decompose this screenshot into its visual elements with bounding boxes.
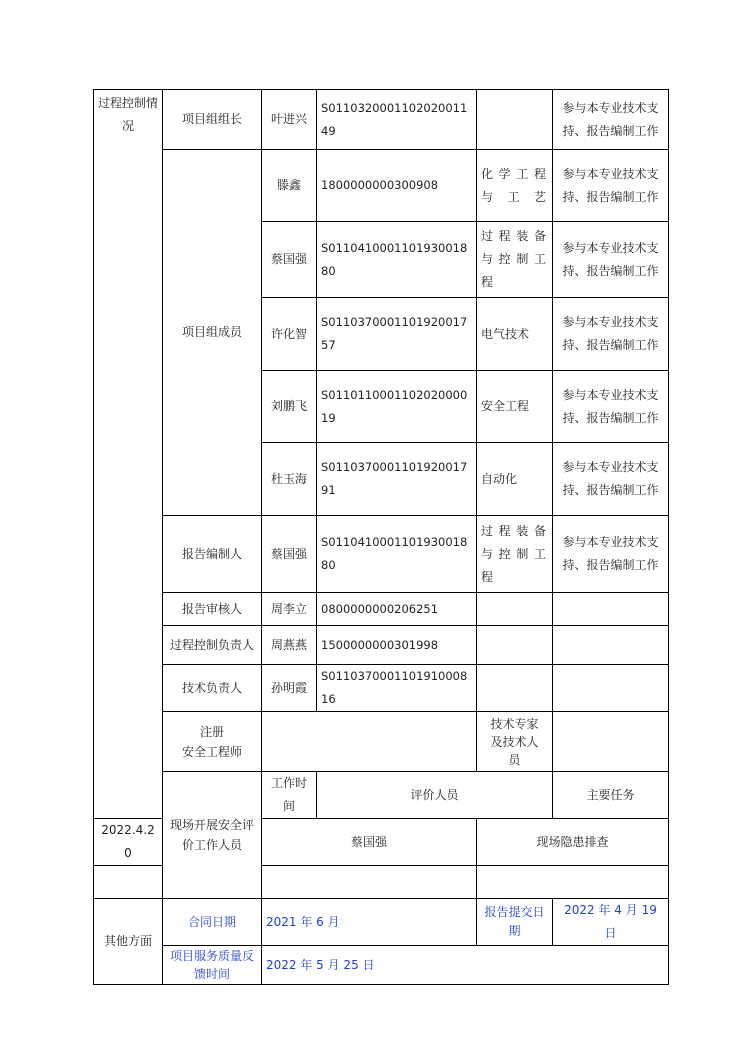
name-cell: 周李立 — [262, 593, 317, 626]
section-label-other: 其他方面 — [94, 899, 163, 985]
feedback-date-value: 2022 年 5 月 25 日 — [262, 946, 669, 985]
cert-cell: S011011000110202000019 — [317, 371, 477, 443]
duty-cell — [553, 626, 669, 665]
major-cell: 电气技术 — [477, 298, 553, 371]
onsite-header-staff: 评价人员 — [317, 772, 553, 819]
contract-date-label: 合同日期 — [163, 899, 262, 946]
table-row — [94, 772, 669, 819]
major-cell: 过程装备与控制工程 — [477, 222, 553, 298]
cert-cell: S011041000110193001880 — [317, 222, 477, 298]
role-cell: 报告审核人 — [163, 593, 262, 626]
duty-cell: 参与本专业技术支持、报告编制工作 — [553, 150, 669, 222]
name-cell: 蔡国强 — [262, 516, 317, 593]
duty-cell: 参与本专业技术支持、报告编制工作 — [553, 371, 669, 443]
submit-date-label: 报告提交日期 — [477, 899, 553, 946]
duty-cell: 参与本专业技术支持、报告编制工作 — [553, 443, 669, 516]
name-cell: 叶进兴 — [262, 90, 317, 150]
onsite-task: 现场隐患排查 — [477, 819, 669, 866]
onsite-time: 2022.4.20 — [94, 819, 163, 866]
major-cell: 自动化 — [477, 443, 553, 516]
cert-cell: S011041000110193001880 — [317, 516, 477, 593]
name-cell: 刘鹏飞 — [262, 371, 317, 443]
table-row — [94, 665, 669, 712]
role-cell: 项目组成员 — [163, 150, 262, 516]
table-row — [94, 516, 669, 593]
major-cell: 过程装备与控制工程 — [477, 516, 553, 593]
reg-engineer-line2: 安全工程师 — [181, 744, 242, 759]
contract-date-value: 2021 年 6 月 — [262, 899, 477, 946]
name-cell: 许化智 — [262, 298, 317, 371]
table-row — [94, 593, 669, 626]
expert-value — [553, 712, 669, 772]
name-cell: 蔡国强 — [262, 222, 317, 298]
section-label-onsite: 现场开展安全评价工作人员 — [163, 772, 262, 899]
role-cell: 项目组组长 — [163, 90, 262, 150]
reg-engineer-line1: 注册 — [199, 724, 224, 739]
cert-cell: 1500000000301998 — [317, 626, 477, 665]
onsite-task-empty — [477, 866, 669, 899]
role-cell — [163, 712, 262, 772]
cert-cell: S011032000110202001149 — [317, 90, 477, 150]
onsite-staff: 蔡国强 — [262, 819, 477, 866]
major-cell — [477, 665, 553, 712]
duty-cell: 参与本专业技术支持、报告编制工作 — [553, 222, 669, 298]
cert-cell: 1800000000300908 — [317, 150, 477, 222]
table-row — [94, 899, 669, 946]
major-cell — [477, 593, 553, 626]
major-cell: 化学工程与工艺 — [477, 150, 553, 222]
project-info-table — [93, 89, 669, 985]
table-row — [94, 150, 669, 222]
feedback-date-label: 项目服务质量反馈时间 — [163, 946, 262, 985]
role-cell: 过程控制负责人 — [163, 626, 262, 665]
onsite-header-time: 工作时间 — [262, 772, 317, 819]
duty-cell: 参与本专业技术支持、报告编制工作 — [553, 298, 669, 371]
onsite-time-empty — [94, 866, 163, 899]
name-cell: 孙明霞 — [262, 665, 317, 712]
table-row — [94, 712, 669, 772]
onsite-staff-empty — [262, 866, 477, 899]
duty-cell — [553, 593, 669, 626]
cert-cell: S011037000110191000816 — [317, 665, 477, 712]
submit-date-value: 2022 年 4 月 19 日 — [553, 899, 669, 946]
name-cell: 滕鑫 — [262, 150, 317, 222]
cert-cell: 0800000000206251 — [317, 593, 477, 626]
reg-engineer-value — [262, 712, 477, 772]
duty-cell — [553, 665, 669, 712]
major-cell: 安全工程 — [477, 371, 553, 443]
major-cell — [477, 626, 553, 665]
cert-cell: S011037000110192001791 — [317, 443, 477, 516]
role-cell: 报告编制人 — [163, 516, 262, 593]
onsite-header-task: 主要任务 — [553, 772, 669, 819]
name-cell: 杜玉海 — [262, 443, 317, 516]
duty-cell: 参与本专业技术支持、报告编制工作 — [553, 516, 669, 593]
table-row — [94, 90, 669, 150]
major-cell — [477, 90, 553, 150]
section-label-process: 过程控制情况 — [94, 90, 163, 819]
cert-cell: S011037000110192001757 — [317, 298, 477, 371]
table-row — [94, 946, 669, 985]
duty-cell: 参与本专业技术支持、报告编制工作 — [553, 90, 669, 150]
name-cell: 周燕燕 — [262, 626, 317, 665]
expert-label: 技术专家及技术人员 — [477, 712, 553, 772]
table-row — [94, 626, 669, 665]
role-cell: 技术负责人 — [163, 665, 262, 712]
